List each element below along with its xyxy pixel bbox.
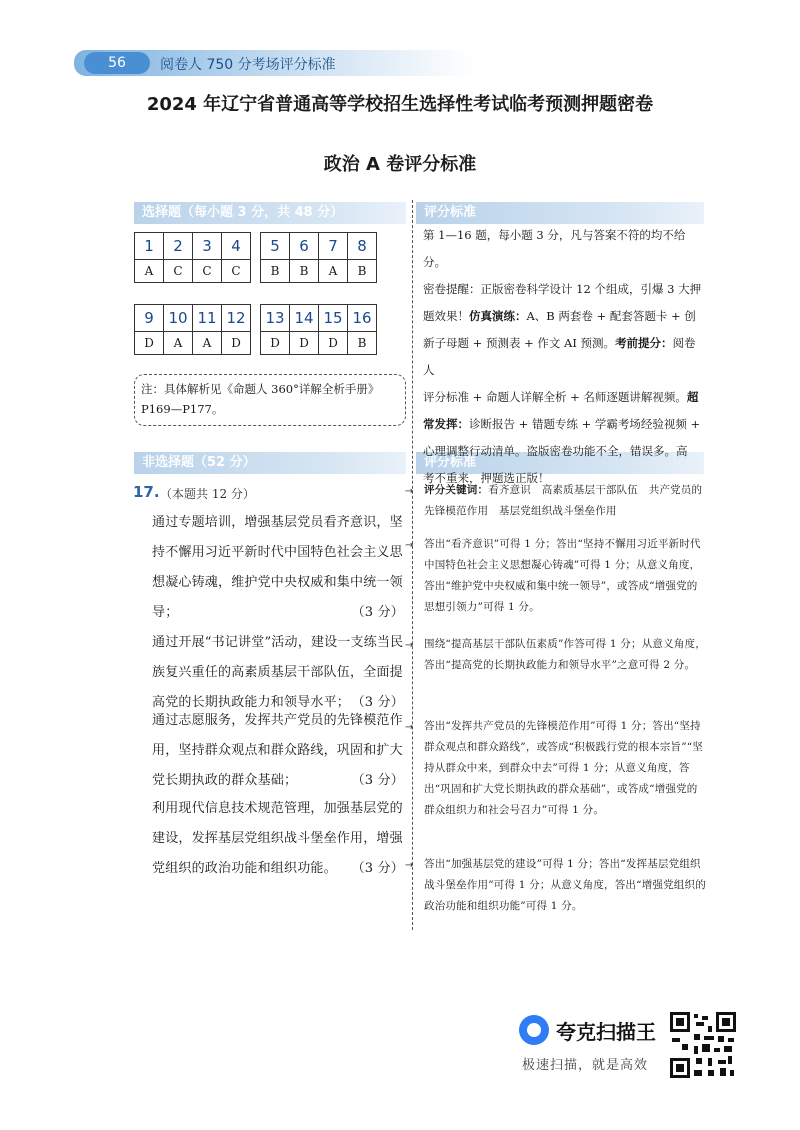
criteria-fragment: 新子母题 + 预测表 + 作文 AI 预测。 <box>423 336 616 350</box>
criteria-heading: 评分标准 <box>416 202 704 224</box>
answer-table-13-16 <box>260 304 377 355</box>
arrow-icon: → <box>405 722 414 733</box>
header-title: 阅卷人 750 分考场评分标准 <box>160 57 336 73</box>
answer-cell: D <box>261 332 290 355</box>
answer-cell: B <box>348 260 377 283</box>
answer-cell: D <box>222 332 251 355</box>
scoring-criterion: 答出“看齐意识”可得 1 分；答出“坚持不懈用习近平新时代中国特色社会主义思想凝心铸魂”可得 1 分；从意义角度，答出“维护党中央权威和集中统一领导”，或答成“增强党的思想引领力”可得 1 分。 <box>424 538 701 613</box>
question-number: 15 <box>319 305 348 332</box>
question-number: 10 <box>164 305 193 332</box>
criteria-fragment: A、B 两套卷 + 配套答题卡 + 创 <box>526 309 696 323</box>
choice-criteria-text <box>423 222 703 492</box>
answer-cell: C <box>164 260 193 283</box>
question-number: 13 <box>261 305 290 332</box>
question-number: 4 <box>222 233 251 260</box>
question-number: 3 <box>193 233 222 260</box>
criteria-line: 第 1—16 题，每小题 3 分，凡与答案不符的均不给分。 <box>423 228 686 269</box>
question-number: 9 <box>135 305 164 332</box>
paragraph-text: 通过专题培训，增强基层党员看齐意识，坚持不懈用习近平新时代中国特色社会主义思想凝心铸魂，维护党中央权威和集中统一领导； <box>152 515 403 620</box>
criteria-fragment: 评分标准 + 命题人详解全析 + 名师逐题讲解视频。 <box>423 390 687 404</box>
criteria-line: 考不重来，押题选正版！ <box>423 471 550 485</box>
question-number: 5 <box>261 233 290 260</box>
answer-cell: C <box>222 260 251 283</box>
question-number: 2 <box>164 233 193 260</box>
arrow-icon: → <box>405 540 414 551</box>
scoring-criterion: 答出“加强基层党的建设”可得 1 分；答出“发挥基层党组织战斗堡垒作用”可得 1 分；从意义角度，答出“增强党组织的政治功能和组织功能”可得 1 分。 <box>424 858 706 912</box>
criteria-line: 密卷提醒：正版密卷科学设计 12 个组成，引爆 3 大押 <box>423 282 702 296</box>
answer-table-1-4 <box>134 232 251 283</box>
answer-cell: B <box>348 332 377 355</box>
criteria-bold: 仿真演练： <box>469 309 527 323</box>
question-number: 11 <box>193 305 222 332</box>
answer-table-9-12 <box>134 304 251 355</box>
criteria-line: 心理调整行动清单。盗版密卷功能不全，错误多。高 <box>423 444 688 458</box>
paragraph-points: （3 分） <box>351 605 404 620</box>
criteria-bold: 考前提分： <box>615 336 673 350</box>
answer-cell: B <box>261 260 290 283</box>
scanner-logo-icon <box>519 1015 549 1045</box>
question-number: 6 <box>290 233 319 260</box>
note-line: P169—P177。 <box>141 402 224 416</box>
arrow-icon: → <box>405 860 414 871</box>
criteria-line <box>423 411 703 438</box>
answer-table-5-8 <box>260 232 377 283</box>
sub-title: 政治 A 卷评分标准 <box>323 154 477 175</box>
question-number: 14 <box>290 305 319 332</box>
question-number: 1 <box>135 233 164 260</box>
arrow-icon: → <box>405 640 414 651</box>
keywords-block <box>424 480 706 522</box>
criteria-bold: 超 <box>686 390 699 404</box>
paragraph-text: 通过志愿服务，发挥共产党员的先锋模范作用，坚持群众观点和群众路线，巩固和扩大党长期执政的群众基础； <box>152 713 403 788</box>
criteria-line <box>423 330 703 384</box>
choice-section-heading: 选择题（每小题 3 分，共 48 分） <box>134 202 406 224</box>
nonchoice-criteria-heading: 评分标准 <box>416 452 704 474</box>
question-score-note: （本题共 12 分） <box>160 487 255 501</box>
keywords-text: 看齐意识 高素质基层干部队伍 共产党员的先锋模范作用 基层党组织战斗堡垒作用 <box>424 484 703 517</box>
criteria-fragment: 诊断报告 + 错题专练 + 学霸考场经验视频 + <box>469 417 701 431</box>
note-line: 注：具体解析见《命题人 360°详解全析手册》 <box>141 382 380 396</box>
criteria-line <box>423 303 703 330</box>
question-number: 12 <box>222 305 251 332</box>
question-number: 7 <box>319 233 348 260</box>
scoring-criterion: 围绕“提高基层干部队伍素质”作答可得 1 分；从意义角度，答出“提高党的长期执政能力和领导水平”之意可得 2 分。 <box>424 638 706 671</box>
reference-note <box>134 374 406 426</box>
answer-cell: A <box>164 332 193 355</box>
answer-cell: C <box>193 260 222 283</box>
keywords-label: 评分关键词： <box>424 484 489 496</box>
answer-cell: D <box>290 332 319 355</box>
question-number-17: 17. <box>133 483 160 501</box>
scanner-brand: 夸克扫描王 <box>556 1020 656 1044</box>
question-number: 16 <box>348 305 377 332</box>
page-number: 56 <box>84 52 150 74</box>
answer-cell: B <box>290 260 319 283</box>
arrow-icon: → <box>405 486 414 497</box>
criteria-fragment: 题效果！ <box>423 309 469 323</box>
answer-cell: A <box>193 332 222 355</box>
paragraph-text: 通过开展“书记讲堂”活动，建设一支练当民族复兴重任的高素质基层干部队伍，全面提高党的长期执政能力和领导水平； <box>152 635 404 710</box>
nonchoice-section-heading: 非选择题（52 分） <box>134 452 406 474</box>
criteria-bold: 常发挥： <box>423 417 469 431</box>
criteria-line <box>423 384 703 411</box>
paragraph-points: （3 分） <box>351 861 404 876</box>
answer-cell: A <box>135 260 164 283</box>
paragraph-points: （3 分） <box>351 695 404 710</box>
question-number: 8 <box>348 233 377 260</box>
answer-paragraph <box>152 794 404 884</box>
answer-paragraph <box>152 628 404 718</box>
answer-cell: A <box>319 260 348 283</box>
criteria-fragment: 阅卷人 <box>423 336 696 377</box>
paragraph-points: （3 分） <box>351 773 404 788</box>
answer-paragraph <box>152 508 404 628</box>
scoring-criterion: 答出“发挥共产党员的先锋模范作用”可得 1 分；答出“坚持群众观点和群众路线”，或答成“积极践行党的根本宗旨”“坚持从群众中来，到群众中去”可得 1 分；从意义角度，答出“巩固和扩大党长期执政的群众基础”，或答成“增强党的群众组织力和社会号召力”可得 1 分。 <box>424 720 704 816</box>
column-divider <box>412 200 413 930</box>
main-title: 2024 年辽宁省普通高等学校招生选择性考试临考预测押题密卷 <box>146 94 654 115</box>
answer-paragraph <box>152 706 404 796</box>
scanner-slogan: 极速扫描，就是高效 <box>522 1058 649 1073</box>
qr-code-icon <box>668 1010 738 1080</box>
answer-cell: D <box>319 332 348 355</box>
paragraph-text: 利用现代信息技术规范管理，加强基层党的建设，发挥基层党组织战斗堡垒作用，增强党组织的政治功能和组织功能。 <box>152 801 403 876</box>
answer-cell: D <box>135 332 164 355</box>
